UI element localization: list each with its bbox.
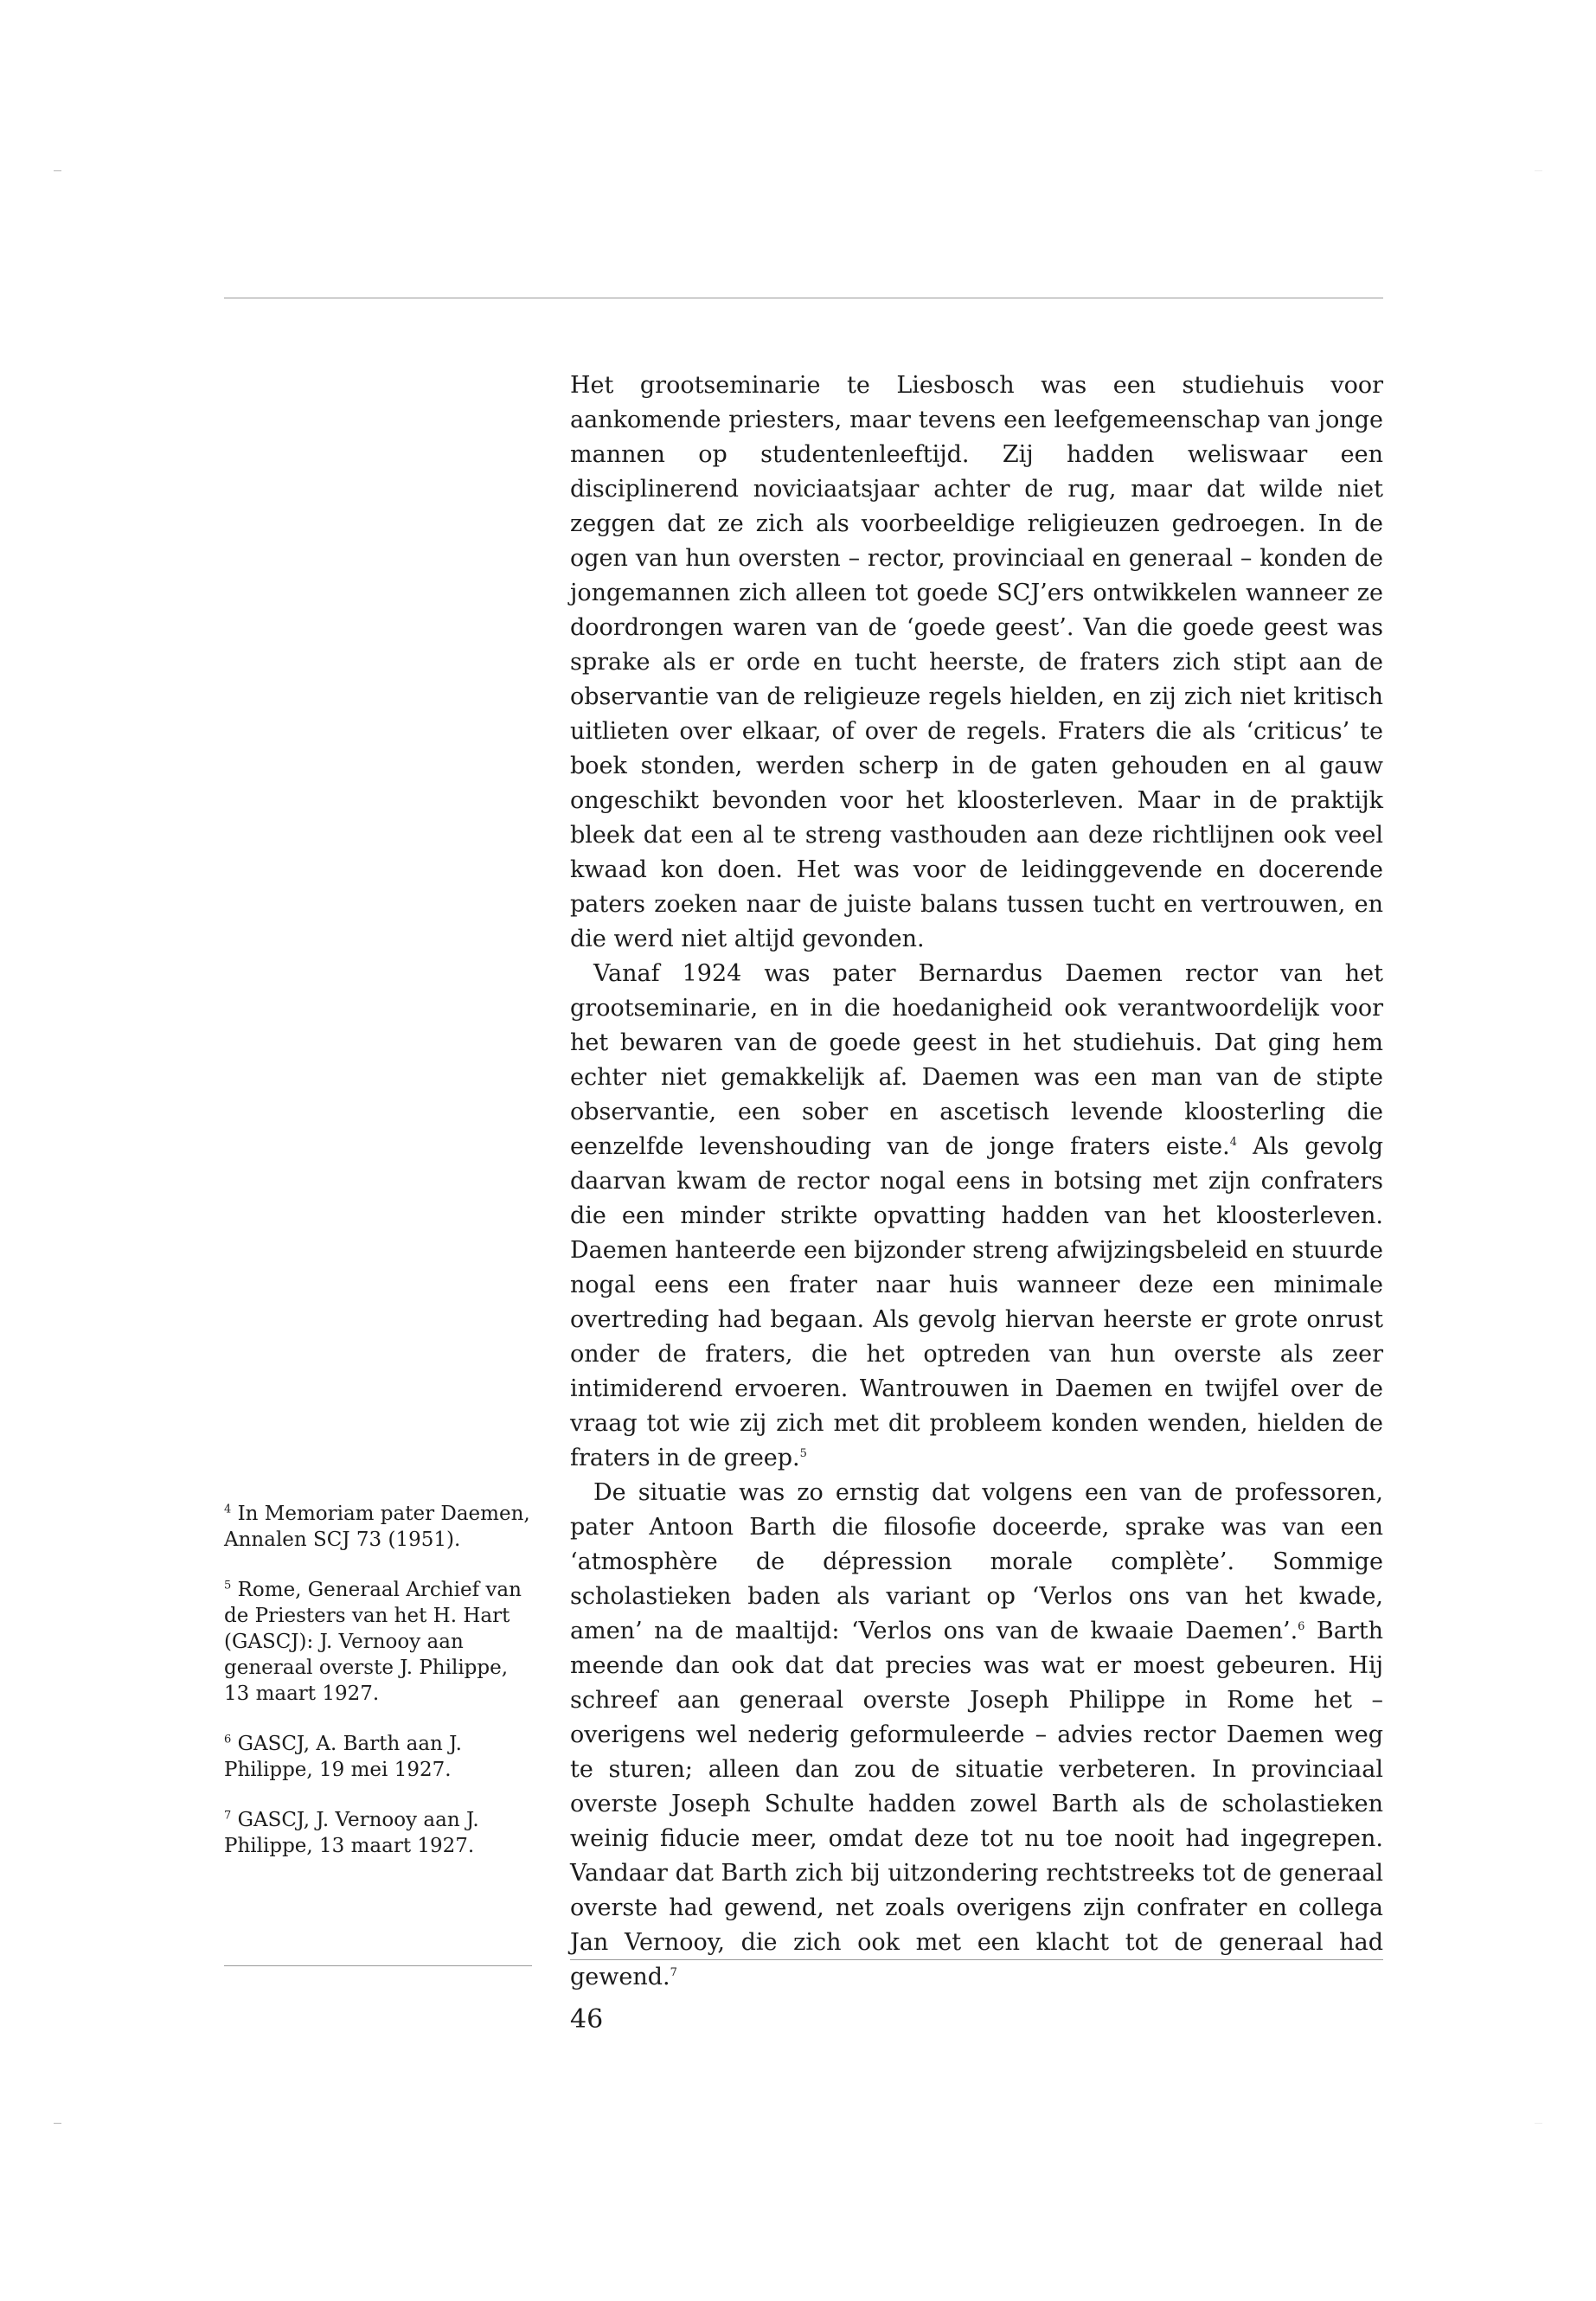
- paragraph-2-text-b: Als gevolg daarvan kwam de rector nogal eens in botsing met zijn confraters die een minder strikte opvatting hadden van het kloosterleven. Daemen hanteerde een bijzonder streng afwijzingsbeleid en stuurde nogal eens een frater naar huis wanneer deze een minimale overtreding had begaan. Als gevolg hiervan heerste er grote onrust onder de fraters, die het optreden van hun overste als zeer intimiderend ervoeren. Wantrouwen in Daemen en twijfel over de vraag tot wie zij zich met dit probleem konden wenden, hielden de fraters in de greep.: [570, 1133, 1383, 1471]
- footnote-text: GASCJ, J. Vernooy aan J. Philippe, 13 maart 1927.: [224, 1809, 479, 1857]
- footnote-7: [224, 1807, 532, 1859]
- footnote-ref-6: 6: [1298, 1620, 1305, 1633]
- footnote-text: GASCJ, A. Barth aan J. Philippe, 19 mei 1927.: [224, 1733, 462, 1781]
- footnote-4: [224, 1501, 532, 1553]
- footnotes-bottom-rule: [224, 1965, 532, 1966]
- footnote-ref-7: 7: [670, 1966, 677, 1979]
- footnote-marker: 4: [224, 1503, 232, 1516]
- page-number: 46: [570, 2004, 604, 2035]
- footnote-marker: 5: [224, 1579, 232, 1593]
- paragraph-2-text-a: Vanaf 1924 was pater Bernardus Daemen rector van het grootseminarie, en in die hoedanigheid ook verantwoordelijk voor het bewaren van de goede geest in het studiehuis. Dat ging hem echter niet gemakkelijk af. Daemen was een man van de stipte observantie, een sober en ascetisch levende kloosterling die eenzelfde levenshouding van de jonge fraters eiste.: [570, 960, 1383, 1160]
- paragraph-1: [570, 369, 1383, 957]
- paragraph-3-text-b: Barth meende dan ook dat dat precies was wat er moest gebeuren. Hij schreef aan generaal overste Joseph Philippe in Rome het – overigens wel nederig geformuleerde – advies rector Daemen weg te sturen; alleen dan zou de situatie verbeteren. In provinciaal overste Joseph Schulte hadden zowel Barth als de scholastieken weinig fiducie meer, omdat deze tot nu toe nooit had ingegrepen. Vandaar dat Barth zich bij uitzondering rechtstreeks tot de generaal overste had gewend, net zoals overigens zijn confrater en collega Jan Vernooy, die zich ook met een klacht tot de generaal had gewend.: [570, 1618, 1384, 1990]
- crop-mark-bottom-right: [1535, 2123, 1542, 2124]
- paragraph-1-text: Het grootseminarie te Liesbosch was een studiehuis voor aankomende priesters, maar tevens een leefgemeenschap van jonge mannen op studentenleeftijd. Zij hadden weliswaar een disciplinerend noviciaatsjaar achter de rug, maar dat wilde niet zeggen dat ze zich als voorbeeldige religieuzen gedroegen. In de ogen van hun oversten – rector, provinciaal en generaal – konden de jongemannen zich alleen tot goede SCJ’ers ontwikkelen wanneer ze doordrongen waren van de ‘goede geest’. Van die goede geest was sprake als er orde en tucht heerste, de fraters zich stipt aan de observantie van de religieuze regels hielden, en zij zich niet kritisch uitlieten over elkaar, of over de regels. Fraters die als ‘criticus’ te boek stonden, werden scherp in de gaten gehouden en al gauw ongeschikt bevonden voor het kloosterleven. Maar in de praktijk bleek dat een al te streng vasthouden aan deze richtlijnen ook veel kwaad kon doen. Het was voor de leidinggevende en docerende paters zoeken naar de juiste balans tussen tucht en vertrouwen, en die werd niet altijd gevonden.: [570, 372, 1383, 952]
- footnote-text: In Memoriam pater Daemen, Annalen SCJ 73 (1951).: [224, 1503, 530, 1551]
- footnote-ref-4: 4: [1229, 1136, 1238, 1149]
- paragraph-3: [570, 1476, 1383, 1995]
- crop-mark-top-right: [1535, 170, 1542, 171]
- footnote-6: [224, 1731, 532, 1783]
- footnote-text: Rome, Generaal Archief van de Priesters van het H. Hart (GASCJ): J. Vernooy aan generaal overste J. Philippe, 13 maart 1927.: [224, 1579, 522, 1705]
- footnote-marker: 7: [224, 1809, 232, 1823]
- footnote-ref-5: 5: [799, 1447, 807, 1460]
- crop-mark-bottom-left: [54, 2123, 61, 2124]
- paragraph-3-text-a: De situatie was zo ernstig dat volgens een van de professoren, pater Antoon Barth die filosofie doceerde, sprake was van een ‘atmosphère de dépression morale complète’. Sommige scholastieken baden als variant op ‘Verlos ons van het kwade, amen’ na de maaltijd: ‘Verlos ons van de kwaaie Daemen’.: [570, 1479, 1383, 1644]
- footnote-5: [224, 1577, 532, 1707]
- main-text-column: [570, 369, 1383, 1995]
- paragraph-2: [570, 957, 1383, 1476]
- footnotes-column: [224, 1501, 532, 1883]
- crop-mark-top-left: [54, 170, 61, 171]
- footnote-marker: 6: [224, 1733, 232, 1747]
